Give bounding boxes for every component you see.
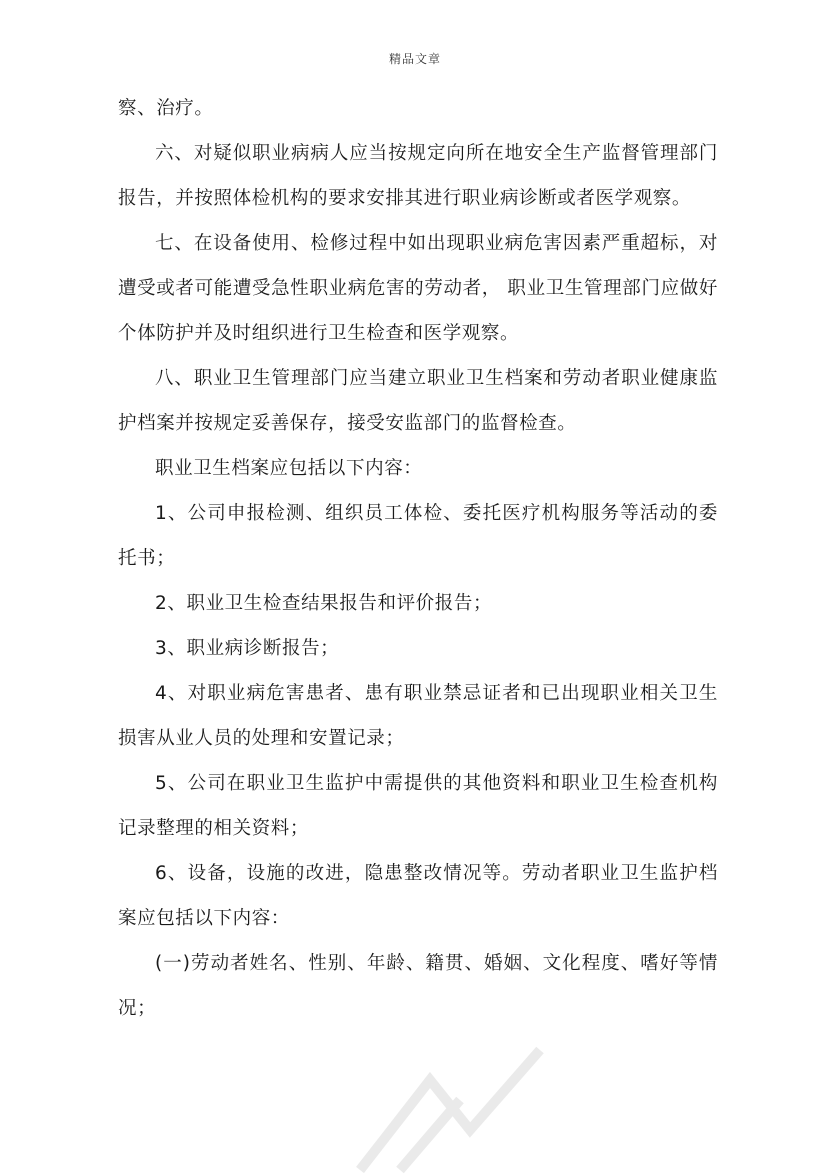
- page-header: 精品文章: [388, 52, 441, 66]
- list-item-4: 4、对职业病危害患者、患有职业禁忌证者和已出现职业相关卫生损害从业人员的处理和安置记录；: [118, 683, 718, 749]
- paragraph-item-7: 七、在设备使用、检修过程中如出现职业病危害因素严重超标，对遭受或者可能遭受急性职业病危害的劳动者， 职业卫生管理部门应做好个体防护并及时组织进行卫生检查和医学观察。: [118, 233, 718, 344]
- list-item-6: 6、设备，设施的改进，隐患整改情况等。劳动者职业卫生监护档案应包括以下内容：: [118, 863, 718, 929]
- list-item-2: 2、职业卫生检查结果报告和评价报告；: [155, 593, 493, 614]
- paragraph-continuation: 察、治疗。: [118, 98, 214, 119]
- watermark-icon: [340, 1040, 560, 1174]
- list-item-1: 1、公司申报检测、组织员工体检、委托医疗机构服务等活动的委托书；: [118, 503, 718, 569]
- document-body: [118, 86, 718, 1031]
- paragraph-item-6: 六、对疑似职业病病人应当按规定向所在地安全生产监督管理部门报告，并按照体检机构的要求安排其进行职业病诊断或者医学观察。: [118, 143, 718, 209]
- paragraph-item-8: 八、职业卫生管理部门应当建立职业卫生档案和劳动者职业健康监护档案并按规定妥善保存，接受安监部门的监督检查。: [118, 368, 718, 434]
- paragraph-archive-intro: 职业卫生档案应包括以下内容：: [155, 458, 423, 479]
- list-item-5: 5、公司在职业卫生监护中需提供的其他资料和职业卫生检查机构记录整理的相关资料；: [118, 773, 718, 839]
- list-item-3: 3、职业病诊断报告；: [155, 638, 340, 659]
- sub-item-1: (一)劳动者姓名、性别、年龄、籍贯、婚姻、文化程度、嗜好等情况；: [118, 953, 718, 1019]
